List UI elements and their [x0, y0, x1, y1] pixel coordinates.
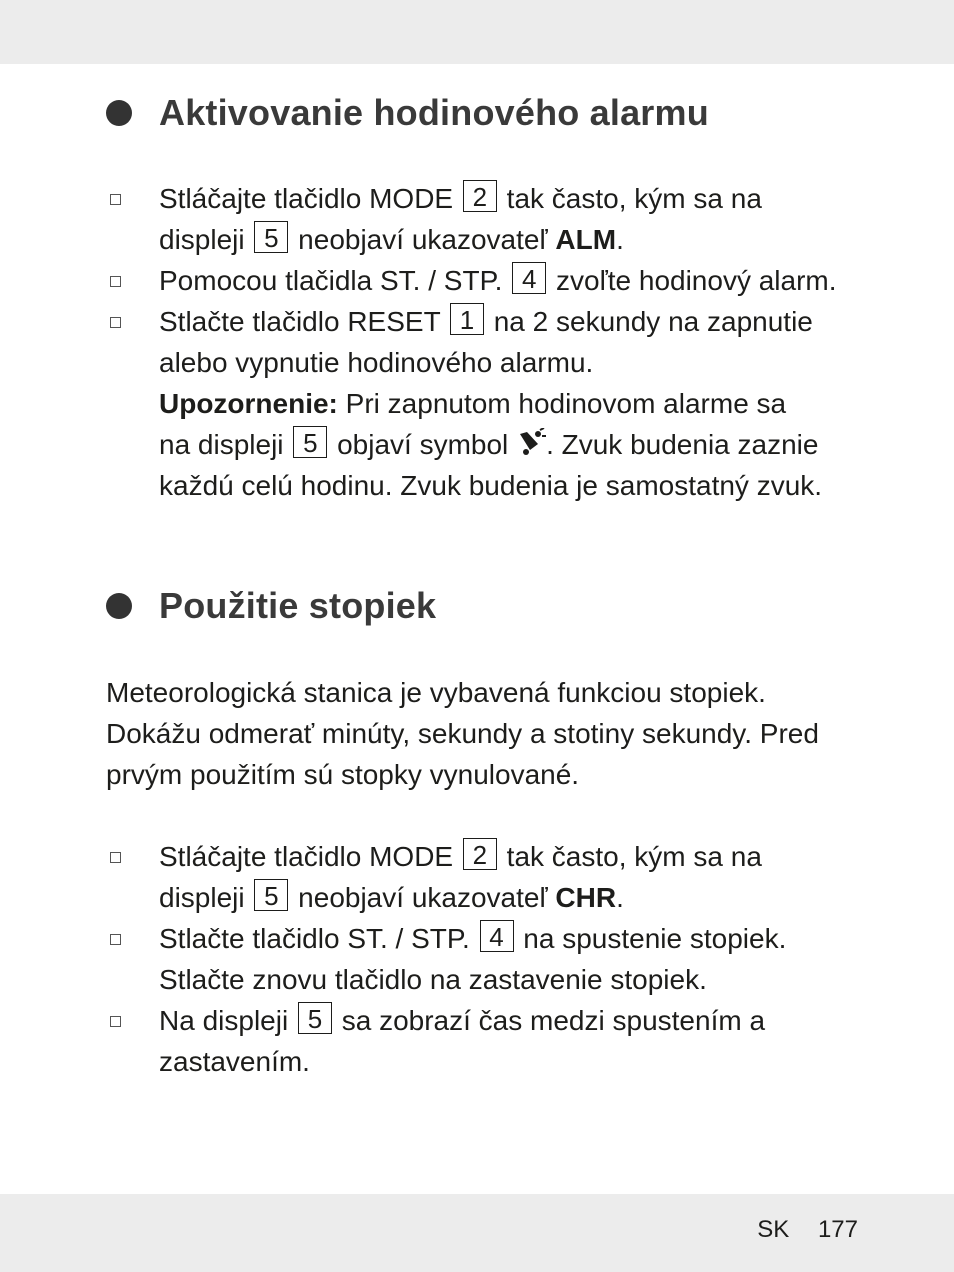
ref-number: 5	[298, 1002, 332, 1034]
list-item: Stláčajte tlačidlo MODE 2 tak často, kým sa na displeji 5 neobjaví ukazovateľ CHR.	[106, 836, 886, 918]
indicator-label: ALM	[555, 224, 617, 255]
list-item: Stlačte tlačidlo RESET 1 na 2 sekundy na zapnutie alebo vypnutie hodinového alarmu. Upozornenie: Pri zapnutom hodinovom alarme sa na displeji 5 objaví symbol . Zvuk budenia zaznie každú celú hodinu. Zvuk budenia je samostatný zvuk.	[106, 301, 886, 506]
stopwatch-steps-list	[106, 836, 886, 1082]
ref-number: 5	[293, 426, 327, 458]
ref-number: 1	[450, 303, 484, 335]
top-band	[0, 0, 954, 64]
list-item: Na displeji 5 sa zobrazí čas medzi spustením a zastavením.	[106, 1000, 886, 1082]
ref-number: 4	[480, 920, 514, 952]
heading-title: Použitie stopiek	[159, 585, 437, 626]
list-item: Stláčajte tlačidlo MODE 2 tak často, kým sa na displeji 5 neobjaví ukazovateľ ALM.	[106, 178, 886, 260]
note-line: Upozornenie: Pri zapnutom hodinovom alarme sa	[159, 388, 787, 419]
indicator-label: CHR	[555, 882, 617, 913]
heading-bullet	[106, 593, 132, 619]
section-heading-alarm	[106, 92, 709, 134]
page-number: 177	[817, 1216, 858, 1243]
note-label: Upozornenie:	[159, 388, 338, 419]
section-heading-stopwatch	[106, 585, 436, 627]
checkbox-bullet-icon	[110, 276, 121, 287]
heading-title: Aktivovanie hodinového alarmu	[159, 92, 709, 133]
heading-bullet	[106, 100, 132, 126]
list-item: Stlačte tlačidlo ST. / STP. 4 na spustenie stopiek. Stlačte znovu tlačidlo na zastavenie stopiek.	[106, 918, 886, 1000]
checkbox-bullet-icon	[110, 852, 121, 863]
ref-number: 5	[254, 879, 288, 911]
checkbox-bullet-icon	[110, 1016, 121, 1027]
ref-number: 4	[512, 262, 546, 294]
intro-paragraph: Meteorologická stanica je vybavená funkciou stopiek. Dokážu odmerať minúty, sekundy a stotiny sekundy. Pred prvým použitím sú stopky vynulované.	[106, 677, 819, 790]
checkbox-bullet-icon	[110, 194, 121, 205]
ref-number: 2	[463, 180, 497, 212]
alarm-bell-icon	[516, 428, 546, 456]
ref-number: 2	[463, 838, 497, 870]
checkbox-bullet-icon	[110, 934, 121, 945]
alarm-steps-list	[106, 178, 886, 506]
checkbox-bullet-icon	[110, 317, 121, 328]
ref-number: 5	[254, 221, 288, 253]
page-footer	[757, 1216, 858, 1244]
language-code: SK	[757, 1216, 790, 1243]
list-item: Pomocou tlačidla ST. / STP. 4 zvoľte hodinový alarm.	[106, 260, 886, 301]
